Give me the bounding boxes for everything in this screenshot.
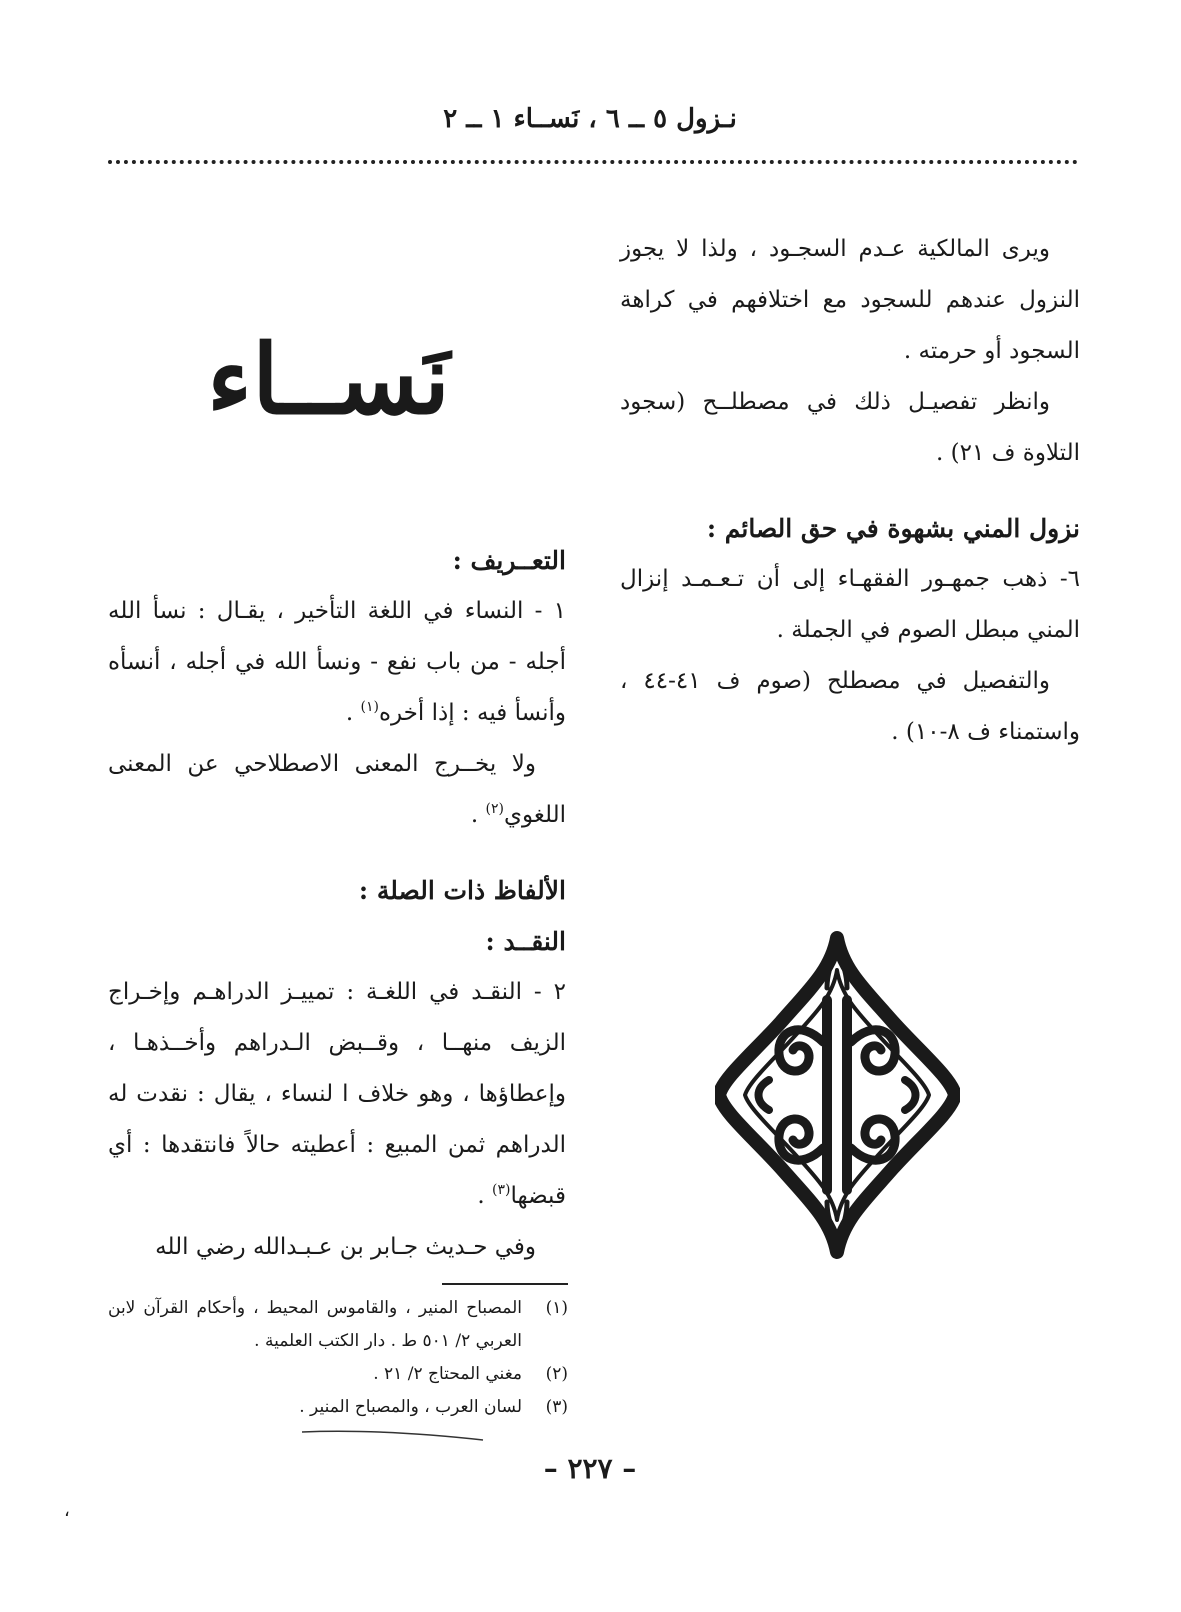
left-paragraph-3 <box>108 967 566 1222</box>
right-paragraph-1: ويرى المالكية عـدم السجـود ، ولذا لا يجوز النزول عندهم للسجود مع اختلافهم في كراهة السجود أو حرمته . <box>620 236 1080 364</box>
right-column <box>620 224 1080 758</box>
left-paragraph-4: وفي حـديث جـابر بن عـبـدالله رضي الله <box>155 1234 536 1260</box>
footnote-2 <box>108 1358 568 1391</box>
left-paragraph-3-text: ٢ - النقـد في اللغـة : تمييـز الدراهـم وإخـراج الزيف منهــا ، وقــبض الـدراهم وأخــذهـا ، وإعطاؤها ، وهو خلاف ا لنساء ، يقال : نقدت له الدراهم ثمن المبيع : أعطيته حالاً فانتقدها : أي قبضها <box>108 979 566 1209</box>
left-paragraph-1-end: . <box>345 700 361 726</box>
left-paragraph-3-end: . <box>477 1183 493 1209</box>
section-heading-definition: التعــريف : <box>452 546 566 575</box>
left-paragraph-2-end: . <box>470 802 486 828</box>
footnote-separator <box>442 1283 568 1285</box>
left-paragraph-2 <box>108 739 566 841</box>
footnote-text: المصباح المنير ، والقاموس المحيط ، وأحكام القرآن لابن العربي ٢/ ٥٠١ ط . دار الكتب العلمية . <box>108 1298 522 1351</box>
footnote-ref-2: (٢) <box>485 801 504 817</box>
entry-title: نَســاء <box>207 323 450 436</box>
page-number: – ٢٢٧ – <box>543 1452 637 1485</box>
subheading-naqd: النقــد : <box>485 927 566 956</box>
arabesque-ornament-icon <box>715 930 960 1260</box>
footnote-number: (٢) <box>545 1364 568 1384</box>
footnote-text: مغني المحتاج ٢/ ٢١ . <box>373 1364 522 1384</box>
footnotes <box>108 1292 568 1424</box>
right-paragraph-2: وانظر تفصيـل ذلك في مصطلــح (سجود التلاوة ف ٢١) . <box>620 389 1080 466</box>
footnote-number: (٣) <box>545 1397 568 1417</box>
footnote-number: (١) <box>545 1298 568 1318</box>
left-paragraph-1 <box>108 586 566 739</box>
left-paragraph-1-text: ١ - النساء في اللغة التأخير ، يقـال : نسأ الله أجله - من باب نفع - ونسأ الله في أجله ، أنسأه وأنسأ فيه : إذا أخره <box>108 598 566 726</box>
right-paragraph-3: ٦- ذهب جمهـور الفقهـاء إلى أن تـعـمـد إنزال المني مبطل الصوم في الجملة . <box>620 566 1080 643</box>
stray-mark: ، <box>64 1500 70 1521</box>
footnote-1 <box>108 1292 568 1358</box>
section-heading-semen: نزول المني بشهوة في حق الصائم : <box>706 514 1080 543</box>
footnote-3 <box>108 1391 568 1424</box>
header-dotted-rule <box>108 160 1078 164</box>
right-paragraph-4: والتفصيل في مصطلح (صوم ف ٤١-٤٤ ، واستمناء ف ٨-١٠) . <box>620 668 1080 745</box>
left-paragraph-2-text: ولا يخــرج المعنى الاصطلاحي عن المعنى اللغوي <box>108 751 566 828</box>
handwritten-underline <box>300 1428 485 1442</box>
running-header: نـزول ٥ ــ ٦ ، نَســاء ١ ــ ٢ <box>443 104 737 134</box>
footnote-text: لسان العرب ، والمصباح المنير . <box>299 1397 522 1417</box>
footnote-ref-3: (٣) <box>492 1182 511 1198</box>
footnote-ref-1: (١) <box>360 699 379 715</box>
left-column <box>108 535 566 1273</box>
section-heading-related-terms: الألفاظ ذات الصلة : <box>358 876 566 905</box>
